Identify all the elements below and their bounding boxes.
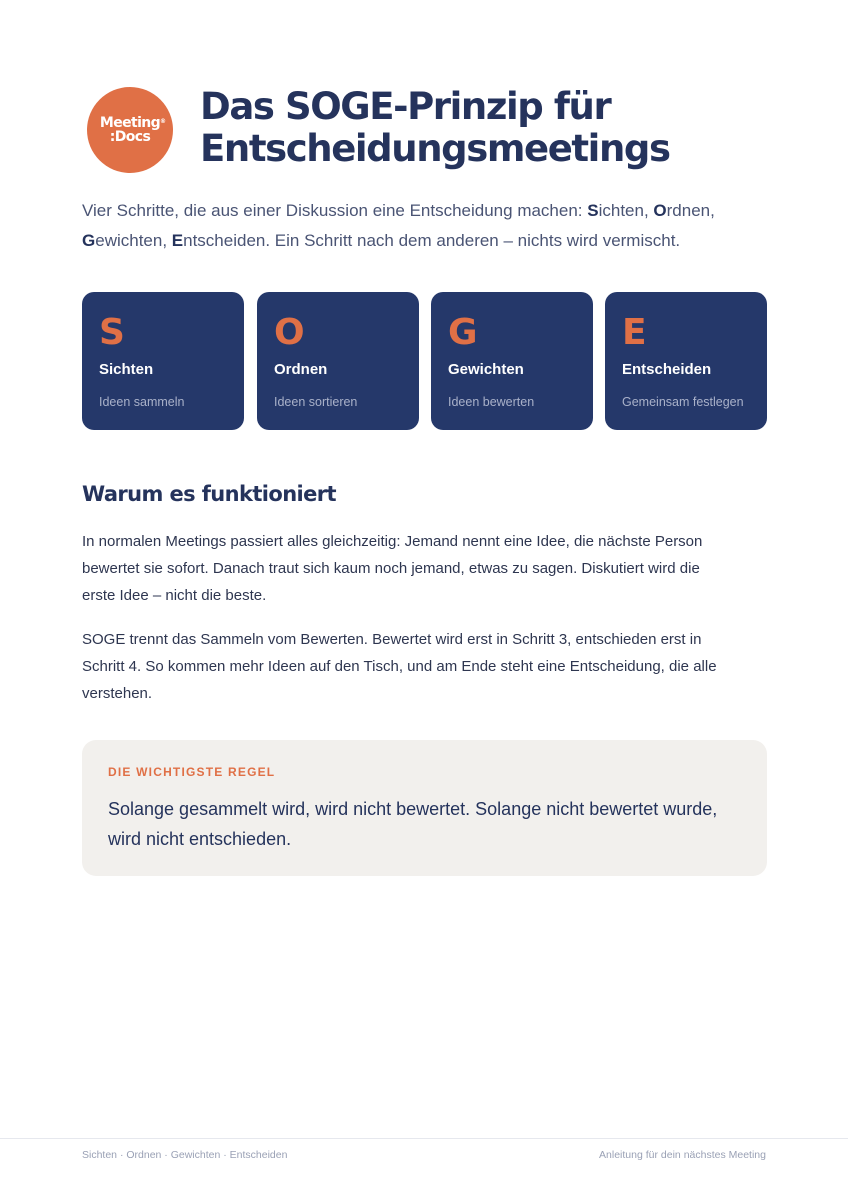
footer-steps: Sichten · Ordnen · Gewichten · Entscheiden <box>82 1149 288 1161</box>
step-card-gewichten <box>431 292 593 430</box>
step-letter: S <box>99 312 125 353</box>
section-paragraph-2: SOGE trennt das Sammeln vom Bewerten. Bewertet wird erst in Schritt 3, entschieden erst in Schritt 4. So kommen mehr Ideen auf den Tisch, und am Ende steht eine Entscheidung, die alle verstehen. <box>82 631 717 702</box>
intro-e-bold: E <box>171 231 184 250</box>
logo-registered-mark: ® <box>160 118 166 125</box>
step-name: Entscheiden <box>622 361 712 378</box>
intro-g-bold: G <box>82 231 96 250</box>
intro-text <box>82 196 772 256</box>
step-card-sichten <box>82 292 244 430</box>
logo-line-2: :Docs <box>109 129 151 145</box>
key-rule-callout <box>82 740 767 876</box>
step-letter: G <box>448 312 478 353</box>
header <box>82 86 767 178</box>
key-rule-label: DIE WICHTIGSTE REGEL <box>108 765 276 779</box>
intro-o-bold: O <box>653 201 667 220</box>
intro-g-rest: ewichten, <box>95 231 172 250</box>
step-name: Sichten <box>99 361 154 378</box>
step-card-entscheiden <box>605 292 767 430</box>
step-name: Ordnen <box>274 361 328 378</box>
soge-step-cards <box>82 292 767 430</box>
intro-o-rest: rdnen, <box>666 201 715 220</box>
step-description: Ideen sortieren <box>274 395 358 409</box>
step-description: Ideen bewerten <box>448 395 535 409</box>
step-description: Gemeinsam festlegen <box>622 395 744 409</box>
step-name: Gewichten <box>448 361 524 378</box>
intro-e-rest: ntscheiden. Ein Schritt nach dem anderen – nichts wird vermischt. <box>183 231 681 250</box>
intro-lead: Vier Schritte, die aus einer Diskussion eine Entscheidung machen: <box>82 201 588 220</box>
section-heading: Warum es funktioniert <box>82 482 336 506</box>
key-rule-text: Solange gesammelt wird, wird nicht bewertet. Solange nicht bewertet wurde, wird nicht entschieden. <box>108 799 718 849</box>
step-letter: E <box>622 312 647 353</box>
footer-subtitle: Anleitung für dein nächstes Meeting <box>599 1149 766 1161</box>
section-paragraph-1: In normalen Meetings passiert alles gleichzeitig: Jemand nennt eine Idee, die nächste Person bewertet sie sofort. Danach traut sich kaum noch jemand, etwas zu sagen. Diskutiert wird die erste Idee – nicht die beste. <box>82 533 703 604</box>
page-title: Das SOGE-Prinzip für Entscheidungsmeetings <box>200 85 670 170</box>
intro-s-bold: S <box>587 201 599 220</box>
intro-s-rest: ichten, <box>598 201 654 220</box>
step-description: Ideen sammeln <box>99 395 185 409</box>
step-letter: O <box>274 312 305 353</box>
footer-divider <box>0 1138 848 1139</box>
step-card-ordnen <box>257 292 419 430</box>
meeting-docs-logo <box>87 87 173 173</box>
logo-line-1: Meeting <box>99 115 161 131</box>
